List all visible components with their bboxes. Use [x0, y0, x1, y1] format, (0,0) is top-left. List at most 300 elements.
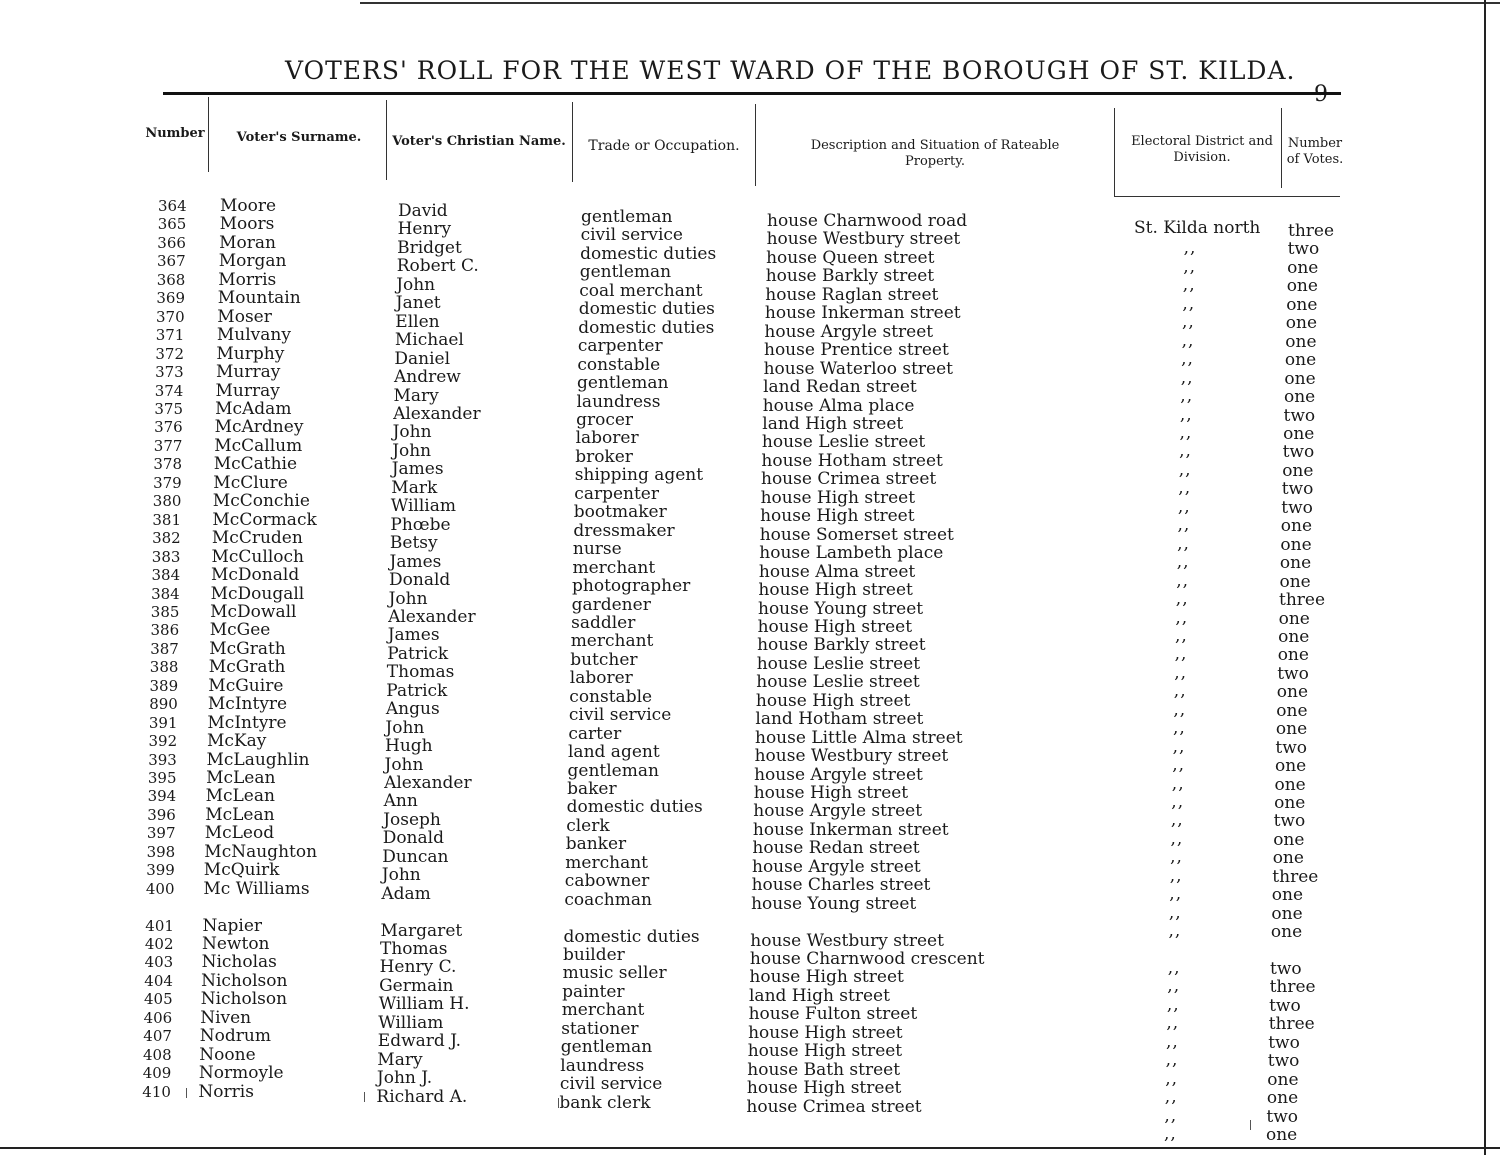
- row-property: house Leslie street: [761, 432, 926, 453]
- row-surname: McLean: [205, 804, 275, 825]
- row-votes: two: [1268, 1032, 1300, 1053]
- row-number: 890: [149, 695, 178, 714]
- row-surname: McConchie: [212, 491, 310, 512]
- row-votes: one: [1274, 792, 1306, 813]
- row-property: house High street: [753, 782, 909, 803]
- row-property: house Waterloo street: [763, 358, 954, 379]
- page-right-edge: [1484, 0, 1486, 1155]
- row-number: 372: [155, 344, 185, 363]
- row-trade: painter: [562, 981, 625, 1002]
- row-trade: coachman: [564, 889, 652, 910]
- row-surname: McLaughlin: [206, 749, 310, 770]
- row-trade: gentleman: [577, 373, 669, 393]
- row-number: 410: [142, 1082, 171, 1101]
- row-district: ,,: [1166, 1013, 1180, 1034]
- row-number: 400: [145, 879, 175, 898]
- row-property: land Redan street: [763, 377, 917, 397]
- row-surname: McCruden: [211, 528, 303, 549]
- row-district: ,,: [1168, 921, 1182, 942]
- row-district: ,,: [1167, 958, 1181, 978]
- row-christian-name: Joseph: [383, 809, 441, 830]
- row-district: ,,: [1165, 1050, 1179, 1071]
- row-surname: Morgan: [218, 251, 287, 272]
- row-votes: one: [1287, 257, 1319, 278]
- row-votes: two: [1281, 479, 1314, 500]
- column-tick: [558, 1098, 565, 1108]
- row-trade: grocer: [576, 409, 634, 430]
- column-divider: [208, 97, 209, 172]
- row-christian-name: Robert C.: [396, 256, 479, 277]
- row-surname: Niven: [200, 1007, 252, 1028]
- row-christian-name: Betsy: [389, 533, 438, 554]
- row-number: 386: [150, 621, 180, 640]
- row-property: house Alma street: [758, 561, 916, 582]
- row-district: ,,: [1164, 1087, 1178, 1108]
- row-trade: baker: [567, 778, 617, 799]
- row-number: 398: [146, 842, 176, 861]
- page-title: VOTERS' ROLL FOR THE WEST WARD OF THE BOROUGH OF ST. KILDA.: [285, 56, 1296, 85]
- row-surname: McCulloch: [211, 546, 304, 567]
- header-number: Number: [145, 126, 205, 141]
- row-property: house Inkerman street: [764, 303, 961, 324]
- row-surname: McQuirk: [203, 860, 280, 881]
- row-christian-name: Michael: [394, 330, 464, 351]
- row-christian-name: Duncan: [382, 846, 449, 867]
- row-property: house Crimea street: [761, 469, 937, 490]
- row-district: ,,: [1176, 570, 1189, 591]
- column-divider: [1281, 108, 1282, 188]
- row-votes: one: [1284, 368, 1316, 389]
- row-property: land Hotham street: [755, 709, 924, 730]
- row-property: house Bath street: [747, 1059, 901, 1080]
- row-property: house Alma place: [762, 395, 915, 416]
- row-trade: builder: [563, 945, 625, 965]
- row-number: 388: [149, 658, 179, 677]
- row-district: ,,: [1172, 736, 1186, 757]
- row-property: house High street: [755, 690, 911, 711]
- row-surname: McIntyre: [207, 712, 287, 733]
- row-votes: three: [1288, 221, 1335, 241]
- row-trade: coal merchant: [579, 280, 703, 301]
- row-property: house Westbury street: [754, 746, 949, 766]
- row-property: house High street: [757, 616, 913, 637]
- row-christian-name: John: [392, 422, 432, 443]
- row-votes: one: [1278, 626, 1310, 647]
- row-christian-name: Adam: [381, 883, 431, 904]
- row-christian-name: Mark: [391, 477, 438, 498]
- row-christian-name: Alexander: [393, 403, 481, 424]
- column-divider: [1114, 108, 1115, 196]
- row-number: 364: [158, 197, 187, 215]
- row-christian-name: Bridget: [397, 237, 462, 258]
- row-district: ,,: [1178, 459, 1192, 480]
- row-votes: one: [1270, 922, 1303, 943]
- row-trade: domestic duties: [578, 317, 715, 338]
- row-trade: nurse: [572, 539, 622, 560]
- row-christian-name: Thomas: [380, 939, 448, 959]
- row-trade: saddler: [571, 612, 636, 633]
- row-christian-name: James: [391, 459, 444, 480]
- row-property: house High street: [760, 487, 916, 508]
- row-trade: banker: [565, 834, 627, 855]
- row-votes: one: [1285, 331, 1317, 352]
- row-property: house Charnwood road: [767, 211, 968, 231]
- header-votes: Number of Votes.: [1286, 136, 1344, 167]
- row-district: ,,: [1175, 607, 1189, 628]
- row-district: ,,: [1167, 976, 1181, 997]
- row-number: 404: [144, 971, 173, 990]
- row-trade: gentleman: [567, 760, 659, 781]
- row-property: house Leslie street: [756, 653, 921, 674]
- row-property: house Young street: [751, 893, 917, 914]
- row-surname: Noone: [199, 1044, 256, 1065]
- row-votes: one: [1273, 829, 1305, 850]
- header-trade: Trade or Occupation.: [588, 138, 740, 154]
- row-district: ,,: [1177, 515, 1191, 536]
- row-votes: one: [1286, 294, 1318, 315]
- header-district: Electoral District and Division.: [1131, 134, 1273, 165]
- row-surname: Moors: [219, 214, 275, 235]
- row-property: house Charnwood crescent: [749, 949, 985, 969]
- row-trade: bank clerk: [559, 1092, 651, 1113]
- row-district: ,,: [1173, 681, 1187, 702]
- row-trade: carter: [568, 723, 622, 744]
- row-christian-name: John: [381, 865, 421, 886]
- row-number: 365: [157, 215, 187, 234]
- row-surname: McLean: [206, 767, 276, 788]
- header-christian-name: Voter's Christian Name.: [392, 134, 566, 149]
- row-surname: McLean: [205, 786, 275, 807]
- row-votes: one: [1272, 848, 1304, 869]
- row-number: 406: [143, 1008, 173, 1027]
- row-christian-name: Mary: [377, 1049, 423, 1070]
- row-christian-name: Andrew: [394, 367, 461, 387]
- row-votes: one: [1266, 1088, 1299, 1109]
- row-property: house Crimea street: [746, 1096, 922, 1117]
- row-number: 378: [153, 455, 183, 474]
- row-trade: civil service: [568, 705, 672, 726]
- row-trade: merchant: [565, 852, 648, 873]
- row-christian-name: John: [392, 440, 432, 461]
- row-christian-name: Margaret: [380, 920, 463, 941]
- row-surname: McAdam: [215, 398, 292, 419]
- row-votes: one: [1283, 423, 1315, 444]
- row-votes: one: [1284, 350, 1317, 371]
- row-votes: two: [1283, 405, 1316, 426]
- row-property: house Argyle street: [752, 856, 921, 877]
- row-votes: one: [1271, 903, 1303, 924]
- row-trade: laborer: [575, 428, 639, 449]
- row-number: 393: [148, 750, 177, 769]
- row-property: house High street: [760, 506, 915, 527]
- row-district: ,,: [1182, 275, 1196, 296]
- row-surname: Nicholas: [201, 952, 277, 973]
- row-property: house Westbury street: [750, 930, 944, 951]
- row-votes: one: [1278, 608, 1310, 629]
- row-christian-name: Henry C.: [379, 957, 457, 978]
- row-surname: McGuire: [208, 675, 284, 696]
- row-district: ,,: [1179, 441, 1192, 462]
- row-property: house Argyle street: [753, 801, 923, 822]
- row-votes: two: [1270, 959, 1302, 979]
- row-property: house Hotham street: [761, 450, 943, 471]
- row-trade: broker: [575, 446, 633, 467]
- row-district: ,,: [1178, 478, 1192, 499]
- row-number: 383: [151, 547, 181, 566]
- row-votes: two: [1281, 497, 1313, 518]
- row-number: 375: [154, 399, 184, 418]
- row-number: 392: [148, 732, 178, 750]
- row-votes: one: [1286, 276, 1318, 297]
- row-district: ,,: [1171, 773, 1185, 794]
- row-trade: gentleman: [581, 207, 673, 227]
- row-number: 409: [142, 1064, 172, 1083]
- row-votes: three: [1268, 1014, 1315, 1035]
- row-christian-name: Alexander: [388, 606, 476, 627]
- row-christian-name: James: [387, 625, 440, 646]
- row-property: house Inkerman street: [752, 819, 949, 840]
- row-trade: cabowner: [564, 871, 650, 892]
- row-christian-name: Germain: [379, 975, 454, 996]
- row-number: 405: [144, 990, 173, 1009]
- row-trade: shipping agent: [574, 465, 704, 486]
- column-divider: [572, 102, 573, 182]
- row-number: 374: [154, 381, 184, 400]
- row-trade: constable: [569, 686, 653, 707]
- row-property: land High street: [762, 413, 904, 434]
- row-property: house Argyle street: [764, 321, 934, 342]
- page-bottom-edge: [0, 1147, 1500, 1149]
- row-surname: McNaughton: [204, 841, 318, 862]
- row-votes: three: [1269, 977, 1316, 998]
- row-christian-name: Richard A.: [376, 1086, 468, 1107]
- row-surname: McClure: [213, 472, 288, 493]
- row-district: ,,: [1175, 589, 1189, 609]
- row-trade: domestic duties: [563, 926, 700, 947]
- row-district: ,,: [1182, 312, 1195, 333]
- row-christian-name: John: [384, 754, 424, 775]
- row-surname: McCallum: [214, 435, 303, 456]
- row-number: 366: [157, 233, 186, 252]
- page-top-edge: [0, 0, 1500, 8]
- title-rule: [163, 92, 1341, 95]
- row-votes: three: [1279, 590, 1326, 610]
- row-number: 382: [152, 529, 181, 548]
- row-property: house Barkly street: [765, 266, 935, 287]
- row-district: ,,: [1166, 994, 1180, 1015]
- row-property: house Raglan street: [765, 284, 939, 305]
- row-surname: Moser: [217, 306, 272, 327]
- row-district: ,,: [1179, 422, 1193, 443]
- row-surname: Mountain: [217, 288, 301, 309]
- row-christian-name: Ellen: [395, 311, 440, 332]
- row-number: 373: [155, 363, 184, 381]
- row-district: ,,: [1165, 1068, 1178, 1089]
- row-district: ,,: [1181, 349, 1194, 370]
- row-district: ,,: [1164, 1105, 1178, 1126]
- row-district: ,,: [1179, 404, 1193, 425]
- row-votes: one: [1284, 387, 1316, 407]
- row-property: house High street: [747, 1041, 903, 1062]
- row-district: ,,: [1170, 810, 1184, 831]
- row-property: house Lambeth place: [759, 543, 944, 564]
- row-christian-name: Donald: [389, 570, 451, 590]
- column-tick: [1250, 1120, 1257, 1130]
- row-surname: McGrath: [208, 657, 286, 678]
- row-property: house Young street: [758, 598, 924, 619]
- row-trade: laborer: [569, 668, 633, 689]
- row-number: 391: [148, 713, 178, 732]
- row-trade: bootmaker: [573, 502, 667, 523]
- row-district: ,,: [1177, 496, 1191, 517]
- row-district: ,,: [1175, 625, 1188, 646]
- row-votes: one: [1267, 1069, 1299, 1090]
- row-christian-name: Henry: [397, 219, 452, 240]
- row-votes: one: [1276, 682, 1309, 703]
- row-district: ,,: [1174, 662, 1187, 683]
- row-trade: carpenter: [574, 483, 659, 504]
- row-christian-name: Janet: [395, 293, 441, 314]
- row-surname: McDonald: [211, 565, 300, 585]
- row-christian-name: John: [385, 717, 425, 738]
- row-surname: Morris: [218, 269, 277, 290]
- row-trade: carpenter: [577, 336, 663, 357]
- row-trade: laundress: [560, 1055, 645, 1076]
- row-number: 381: [152, 510, 182, 529]
- row-property: house Prentice street: [764, 340, 949, 361]
- row-property: house Little Alma street: [755, 727, 963, 748]
- header-property: Description and Situation of Rateable Property.: [810, 138, 1060, 169]
- row-property: house Argyle street: [754, 764, 923, 785]
- row-surname: McDowall: [210, 601, 297, 622]
- row-trade: butcher: [570, 649, 638, 670]
- column-divider: [386, 100, 387, 180]
- row-votes: two: [1266, 1106, 1299, 1127]
- row-votes: one: [1277, 645, 1309, 666]
- row-district: ,,: [1166, 1031, 1179, 1052]
- row-number: 408: [143, 1045, 172, 1064]
- row-christian-name: Edward J.: [377, 1031, 462, 1052]
- row-votes: one: [1279, 553, 1312, 574]
- row-number: 389: [149, 676, 179, 695]
- row-trade: dressmaker: [573, 520, 675, 541]
- row-surname: McGrath: [209, 638, 286, 659]
- row-trade: land agent: [568, 742, 660, 762]
- row-surname: McArdney: [214, 417, 304, 438]
- row-district: ,,: [1183, 256, 1196, 277]
- row-trade: civil service: [580, 225, 683, 246]
- row-christian-name: Patrick: [386, 680, 448, 701]
- row-district: ,,: [1169, 884, 1183, 905]
- row-trade: constable: [577, 354, 661, 375]
- row-surname: Mulvany: [216, 325, 291, 346]
- row-district: ,,: [1172, 755, 1185, 775]
- header-surname: Voter's Surname.: [236, 130, 362, 145]
- row-district: ,,: [1170, 847, 1183, 868]
- row-number: 407: [143, 1027, 172, 1046]
- row-christian-name: Thomas: [386, 662, 455, 683]
- row-district: ,,: [1169, 865, 1183, 886]
- row-district: ,,: [1173, 699, 1187, 720]
- row-district: ,,: [1174, 644, 1188, 665]
- row-property: house Queen street: [766, 247, 935, 268]
- row-votes: two: [1275, 737, 1308, 758]
- row-christian-name: Patrick: [387, 643, 449, 664]
- row-votes: one: [1275, 719, 1308, 740]
- row-votes: two: [1277, 663, 1309, 684]
- row-christian-name: Hugh: [385, 736, 433, 756]
- column-tick: [364, 1092, 371, 1102]
- row-district: ,,: [1177, 533, 1190, 554]
- row-christian-name: Phœbe: [390, 514, 451, 535]
- header-rule: [1114, 196, 1340, 197]
- row-christian-name: Mary: [393, 385, 439, 406]
- row-district: ,,: [1182, 293, 1196, 314]
- row-number: 385: [150, 602, 180, 621]
- row-property: house Redan street: [752, 838, 920, 859]
- row-votes: one: [1285, 313, 1318, 334]
- row-trade: civil service: [559, 1074, 663, 1095]
- row-surname: McIntyre: [207, 694, 288, 715]
- row-district: ,,: [1181, 330, 1195, 351]
- row-christian-name: Daniel: [394, 348, 451, 369]
- row-surname: Murray: [216, 362, 281, 382]
- row-district: ,,: [1176, 552, 1190, 573]
- row-number: 379: [153, 473, 182, 492]
- row-district: St. Kilda north: [1134, 218, 1261, 238]
- row-property: house High street: [749, 967, 904, 988]
- row-votes: two: [1269, 995, 1301, 1016]
- row-property: house High street: [758, 580, 913, 600]
- row-votes: one: [1280, 534, 1312, 555]
- row-district: ,,: [1164, 1124, 1177, 1144]
- row-property: house High street: [748, 1022, 903, 1043]
- row-surname: McKay: [207, 731, 267, 751]
- row-votes: one: [1280, 516, 1313, 537]
- row-votes: two: [1287, 239, 1320, 260]
- row-property: house Somerset street: [759, 524, 954, 545]
- row-trade: music seller: [562, 963, 667, 984]
- row-votes: one: [1274, 774, 1306, 795]
- row-votes: two: [1267, 1051, 1300, 1072]
- row-property: house Fulton street: [748, 1004, 918, 1025]
- row-property: land High street: [749, 985, 890, 1006]
- row-christian-name: John J.: [376, 1068, 433, 1089]
- row-votes: one: [1282, 460, 1314, 481]
- row-number: 370: [156, 307, 185, 326]
- row-surname: Norris: [198, 1081, 254, 1102]
- row-christian-name: William H.: [378, 994, 470, 1015]
- row-trade: merchant: [561, 1000, 645, 1021]
- row-number: 387: [150, 639, 179, 658]
- row-surname: Murphy: [216, 343, 285, 364]
- row-trade: laundress: [576, 391, 661, 412]
- row-number: 369: [156, 289, 186, 308]
- row-number: 368: [156, 270, 186, 289]
- row-district: ,,: [1171, 791, 1185, 812]
- row-christian-name: William: [390, 496, 456, 517]
- row-trade: domestic duties: [578, 299, 715, 320]
- row-surname: Nicholson: [201, 970, 288, 991]
- row-surname: McCathie: [213, 454, 298, 475]
- row-trade: merchant: [572, 557, 656, 578]
- row-trade: stationer: [561, 1018, 639, 1039]
- column-divider: [755, 104, 756, 186]
- row-surname: Moran: [219, 232, 276, 253]
- row-district: ,,: [1180, 386, 1194, 406]
- row-surname: Napier: [202, 915, 263, 936]
- row-votes: two: [1282, 442, 1315, 463]
